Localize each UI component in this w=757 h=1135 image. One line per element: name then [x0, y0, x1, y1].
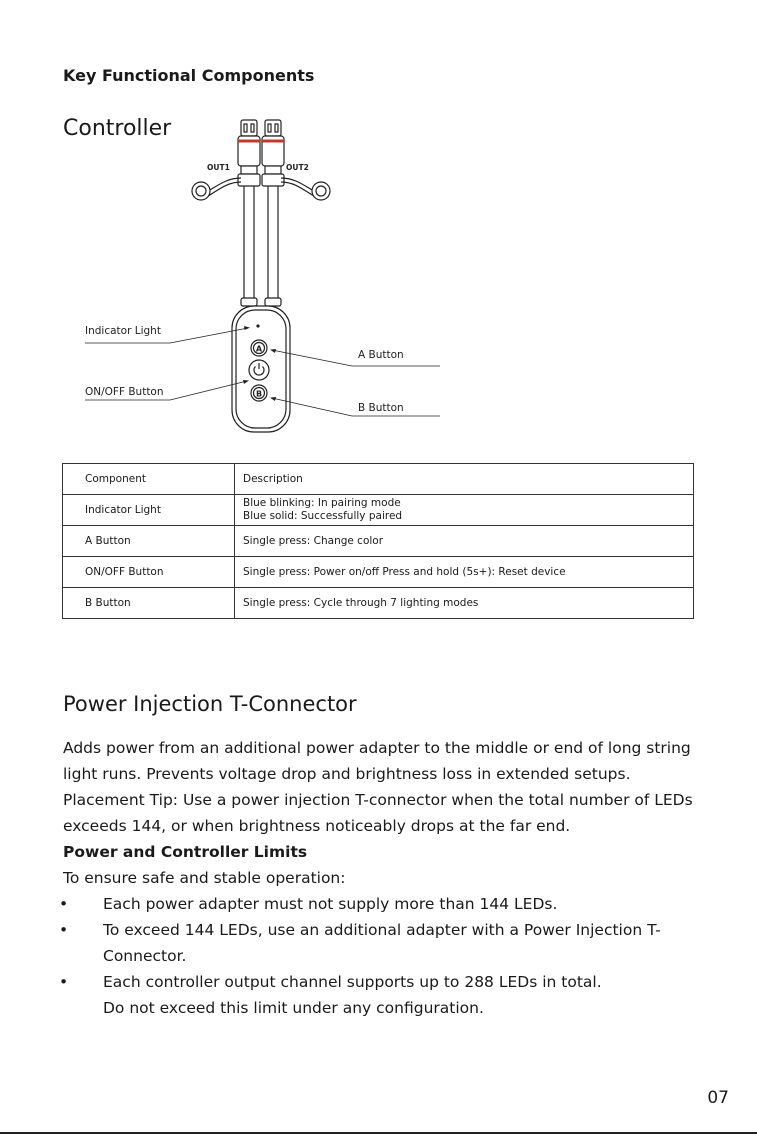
description-cell: Single press: Cycle through 7 lighting modes: [235, 588, 694, 619]
a-button-label: A Button: [358, 349, 404, 361]
component-cell: A Button: [63, 526, 235, 557]
table-row: [63, 495, 694, 526]
controller-title: Controller: [63, 116, 172, 141]
bullet-icon: •: [59, 921, 69, 939]
out1-label: OUT1: [207, 163, 230, 172]
list-item-text: Each controller output channel supports up to 288 LEDs in total.: [103, 973, 602, 991]
limits-title: Power and Controller Limits: [63, 843, 308, 861]
table-header-description: Description: [235, 464, 694, 495]
component-cell: Indicator Light: [63, 495, 235, 526]
list-item-text: Each power adapter must not supply more than 144 LEDs.: [103, 895, 558, 913]
bullet-icon: •: [59, 973, 69, 991]
limits-list: [59, 891, 723, 1021]
power-injection-title: Power Injection T-Connector: [63, 692, 357, 716]
list-item: [59, 917, 723, 969]
component-cell: ON/OFF Button: [63, 557, 235, 588]
indicator-dot: [256, 324, 259, 327]
page-number: 07: [707, 1088, 729, 1108]
component-cell: B Button: [63, 588, 235, 619]
section-heading: Key Functional Components: [63, 66, 315, 85]
table-header-row: [63, 464, 694, 495]
controller-diagram: [0, 0, 757, 460]
description-cell: [235, 495, 694, 526]
table-header-component: Component: [63, 464, 235, 495]
description-line: Blue blinking: In pairing mode: [243, 497, 401, 509]
left-cap: [192, 178, 241, 200]
b-button-label: B Button: [358, 402, 404, 414]
right-cap: [281, 178, 330, 200]
limits-intro: To ensure safe and stable operation:: [63, 869, 346, 887]
out2-label: OUT2: [286, 163, 309, 172]
description-cell: Single press: Change color: [235, 526, 694, 557]
placement-tip-paragraph: Placement Tip: Use a power injection T-connector when the total number of LEDs exceeds 144, or when brightness noticeably drops at the far end.: [63, 791, 693, 835]
list-item-text: Do not exceed this limit under any configuration.: [103, 999, 484, 1017]
table-row: [63, 526, 694, 557]
indicator-light-label: Indicator Light: [85, 325, 161, 337]
bottom-rule: [0, 1132, 757, 1134]
components-table: [62, 463, 694, 619]
power-injection-body: [59, 735, 723, 1021]
out1-connector: [238, 120, 260, 304]
onoff-button-label: ON/OFF Button: [85, 386, 164, 398]
list-item: [59, 891, 723, 917]
b-glyph: B: [255, 389, 263, 399]
table-row: [63, 557, 694, 588]
out2-connector: [262, 120, 284, 304]
table-row: [63, 588, 694, 619]
description-paragraph: Adds power from an additional power adapter to the middle or end of long string light runs. Prevents voltage drop and brightness loss in extended setups.: [63, 739, 691, 783]
a-glyph: A: [255, 344, 263, 354]
list-item-text: To exceed 144 LEDs, use an additional adapter with a Power Injection T-Connector.: [103, 921, 661, 965]
description-cell: Single press: Power on/off Press and hold (5s+): Reset device: [235, 557, 694, 588]
description-line: Blue solid: Successfully paired: [243, 510, 403, 522]
bullet-icon: •: [59, 895, 69, 913]
list-item: [59, 969, 723, 1021]
